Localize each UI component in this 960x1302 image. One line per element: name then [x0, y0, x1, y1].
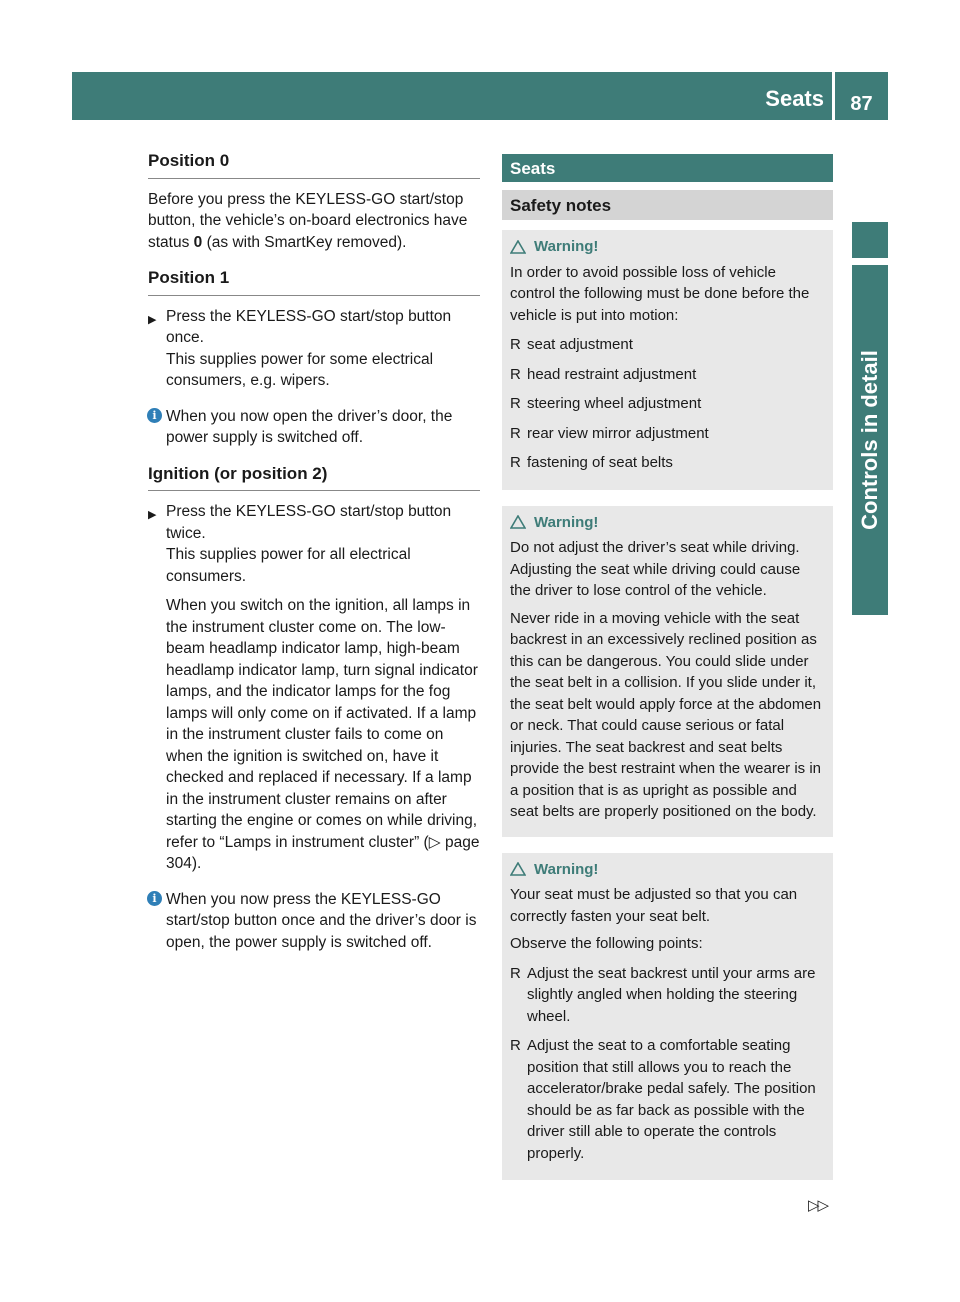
- position-0-text: Before you press the KEYLESS-GO start/stop button, the vehicle’s on-board electronics have status 0 (as with SmartKey removed).: [148, 190, 468, 251]
- position-1-info: i When you now open the driver’s door, the power supply is switched off.: [148, 406, 480, 449]
- arrow-icon: ▶: [148, 313, 157, 326]
- continue-marker: ▷▷: [808, 1197, 828, 1214]
- warning-3-text-2: Observe the following points:: [510, 935, 703, 952]
- warning-2-text-1: Do not adjust the driver’s seat while driving. Adjusting the seat while driving could cause the driver to lose control of the vehicle.: [510, 539, 801, 599]
- warning-box-3: Warning! Your seat must be adjusted so that you can correctly fasten your seat belt. Observe the following points: R Adjust the seat backrest until your arms are slightly angled when holding the steering wheel. R Adjust the seat to a comfortable seating position that still allows you to reach the accelerator/brake pedal safely. The position should be as far back as possible with the driver still able to operate the controls properly.: [502, 853, 833, 1181]
- warning-triangle-icon: [510, 862, 526, 876]
- warning-triangle-icon: [510, 515, 526, 529]
- ignition-paragraph: When you switch on the ignition, all lamps in the instrument cluster come on. The low-beam headlamp indicator lamp, high-beam headlamp indicator lamp, turn signal indicator lamps, and the indicator lamps for the fog lamps will only come on if activated. If a lamp in the instrument cluster fails to come on when the ignition is switched on, have it checked and replaced if necessary. If a lamp in the instrument cluster remains on after starting the engine or comes on while driving, refer to “Lamps in instrument cluster” (▷ page 304).: [166, 597, 480, 872]
- info-icon: i: [147, 891, 162, 906]
- warning-3-text-1: Your seat must be adjusted so that you can correctly fasten your seat belt.: [510, 886, 798, 925]
- position-1-step: ▶ Press the KEYLESS-GO start/stop button once. This supplies power for some electrical consumers, e.g. wipers.: [148, 307, 452, 389]
- page-ref-icon: ▷: [428, 833, 445, 851]
- ignition-info: i When you now press the KEYLESS-GO start/stop button once and the driver’s door is open, the power supply is switched off.: [148, 889, 480, 954]
- warning-box-1: Warning! In order to avoid possible loss of vehicle control the following must be done before the vehicle is put into motion: R seat adjustment R head restraint adjustment R steering wheel adjustment R rear view mirror adjustment R fastening of seat belts: [502, 230, 833, 490]
- warning-triangle-icon: [510, 240, 526, 254]
- left-column: [148, 150, 480, 967]
- ignition-heading: Ignition (or position 2): [148, 463, 480, 492]
- ignition-step: ▶ Press the KEYLESS-GO start/stop button twice. This supplies power for all electrical consumers. When you switch on the ignition, all lamps in the instrument cluster come on. The low-beam headlamp indicator lamp, high-beam headlamp indicator lamp, turn signal indicator lamps, and the indicator lamps for the fog lamps will only come on if activated. If a lamp in the instrument cluster fails to come on when the ignition is switched on, have it checked and replaced if necessary. If a lamp in the instrument cluster remains on after starting the engine or comes on while driving, refer to “Lamps in instrument cluster” (▷ page 304).: [148, 501, 480, 875]
- page-number: 87: [835, 72, 888, 120]
- warning-box-2: Warning! Do not adjust the driver’s seat while driving. Adjusting the seat while driving could cause the driver to lose control of the vehicle. Never ride in a moving vehicle with the seat backrest in an excessively reclined position as this can be dangerous. You could slide under the seat belt in a collision. If you slide under it, the seat belt would apply force at the abdomen or neck. That could cause serious or fatal injuries. The seat backrest and seat belts provide the best restraint when the wearer is in a position that is as upright as possible and seat belts are properly positioned on the body.: [502, 506, 833, 837]
- info-icon: i: [147, 408, 162, 423]
- header-section-title: Seats: [765, 86, 824, 111]
- warning-2-text-2: Never ride in a moving vehicle with the seat backrest in an excessively reclined position as this can be dangerous. You could slide under the seat belt in a collision. If you slide under it, the seat belt would apply force at the abdomen or neck. That could cause serious or fatal injuries. The seat backrest and seat belts provide the best restraint when the wearer is in a position that is as upright as possible and seat belts are properly positioned on the body.: [510, 609, 822, 820]
- position-1-heading: Position 1: [148, 267, 480, 296]
- position-0-heading: Position 0: [148, 150, 480, 179]
- subsection-title-bar: Safety notes: [502, 190, 833, 220]
- page-reference[interactable]: page 304: [166, 833, 480, 872]
- section-title-bar: Seats: [502, 154, 833, 182]
- side-tab-label: Controls in detail: [857, 350, 882, 530]
- right-column: [502, 154, 833, 1196]
- header-bar: [72, 72, 832, 120]
- warning-1-text: In order to avoid possible loss of vehicle control the following must be done before the vehicle is put into motion:: [510, 263, 810, 324]
- side-tab-marker: [852, 222, 888, 258]
- arrow-icon: ▶: [148, 509, 157, 521]
